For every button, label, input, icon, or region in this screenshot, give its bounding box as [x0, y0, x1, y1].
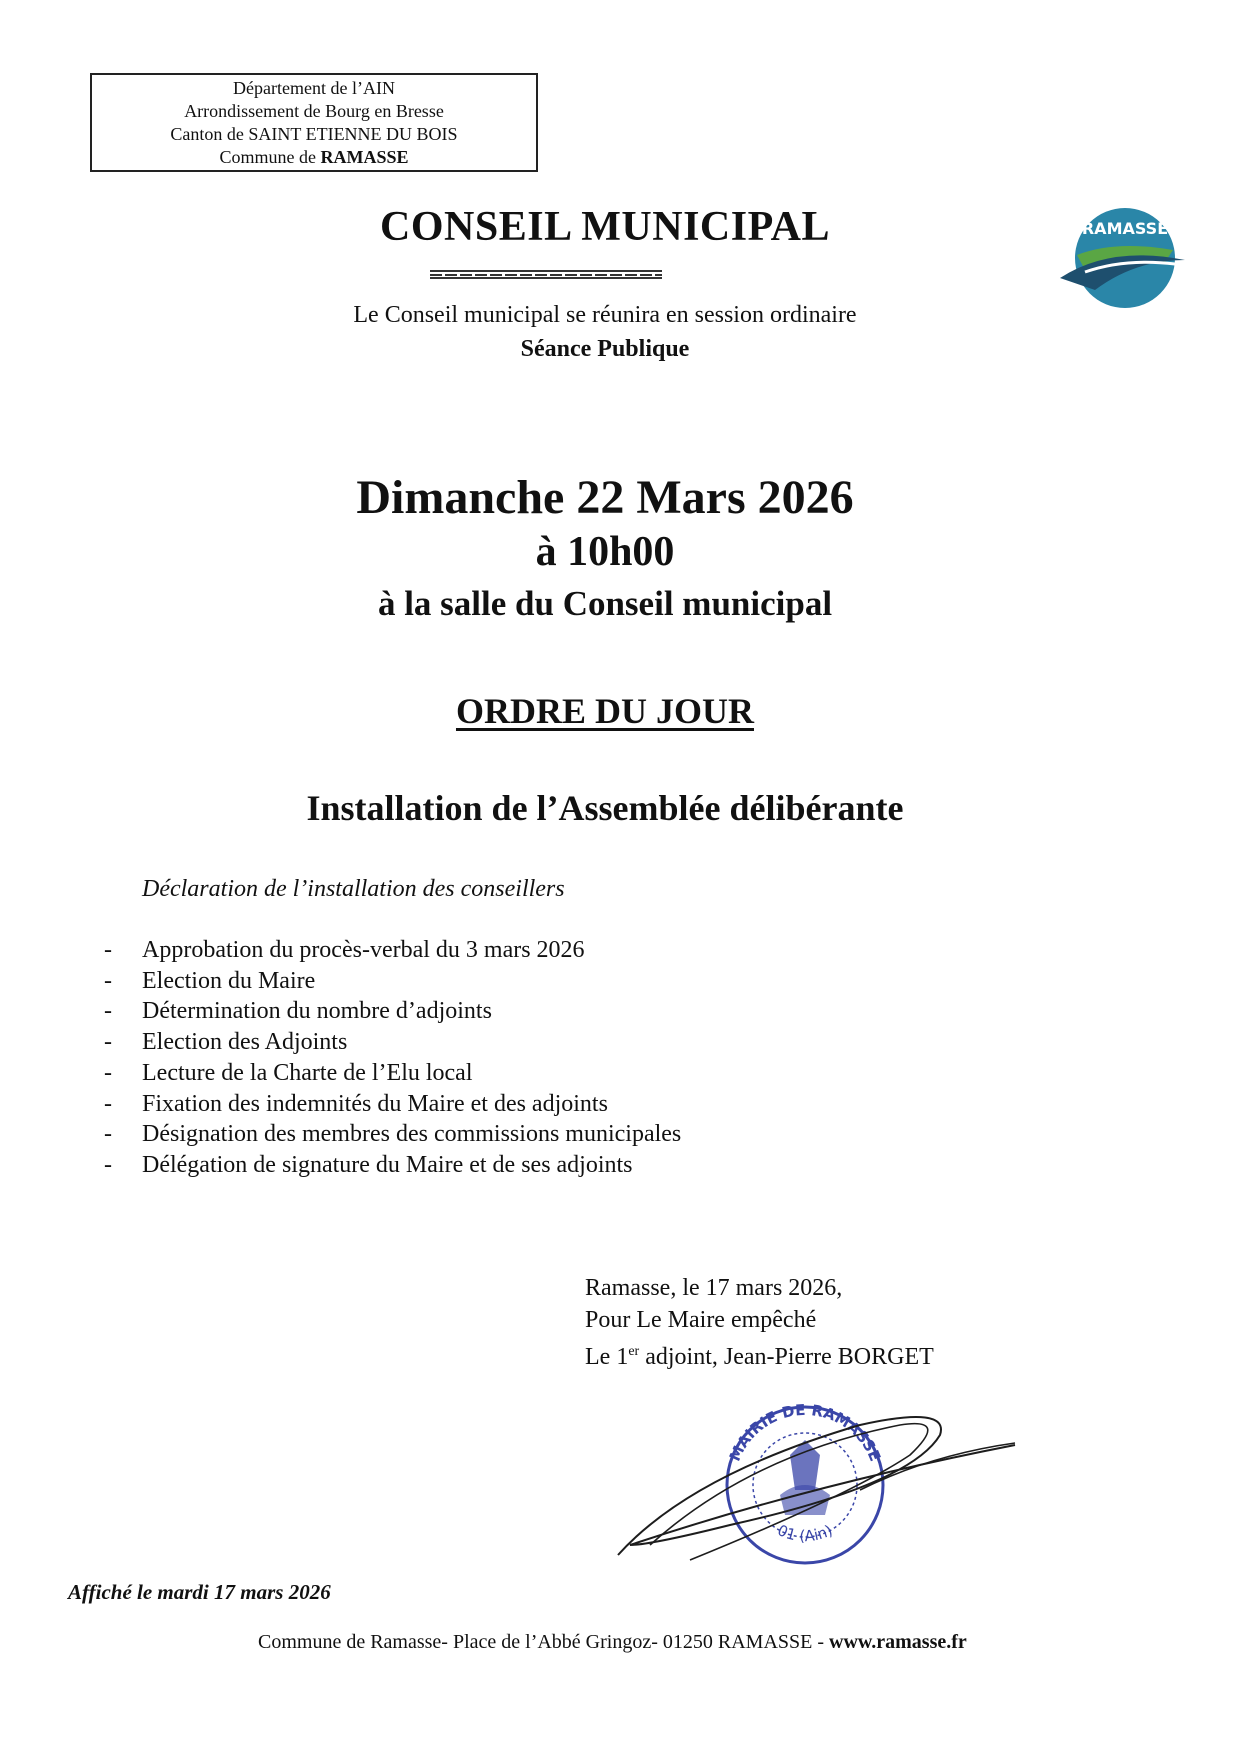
page-title: CONSEIL MUNICIPAL [380, 204, 830, 250]
agenda-item-text: Lecture de la Charte de l’Elu local [142, 1059, 473, 1086]
agenda-item-text: Election du Maire [142, 967, 316, 994]
agenda-item-text: Détermination du nombre d’adjoints [142, 998, 492, 1025]
meeting-time: à 10h00 [535, 529, 675, 575]
stamp-top-text: MAIRIE DE RAMASSE [725, 1400, 885, 1464]
list-item: - Approbation du procès-verbal du 3 mars 2026 [104, 937, 585, 963]
footer-address: Commune de Ramasse- Place de l’Abbé Gringoz- 01250 RAMASSE - [258, 1631, 830, 1653]
list-item: - Lecture de la Charte de l’Elu local [104, 1059, 473, 1086]
installation-heading: Installation de l’Assemblée délibérante [306, 788, 904, 828]
signature-for: Pour Le Maire empêché [585, 1307, 817, 1333]
list-item: - Election du Maire [104, 967, 316, 994]
agenda-item-text: Fixation des indemnités du Maire et des adjoints [142, 1090, 608, 1117]
header-arrondissement: Arrondissement de Bourg en Bresse [184, 101, 444, 121]
signature-signer: Le 1er adjoint, Jean-Pierre BORGET [585, 1344, 934, 1370]
session-intro: Le Conseil municipal se réunira en session ordinaire [353, 302, 857, 328]
header-canton: Canton de SAINT ETIENNE DU BOIS [170, 124, 458, 144]
agenda-item-text: Désignation des membres des commissions municipales [142, 1121, 682, 1148]
list-item: - Détermination du nombre d’adjoints [104, 998, 492, 1025]
stamp-signature-icon [610, 1395, 1020, 1575]
agenda-list [100, 935, 681, 1181]
title-divider [430, 270, 662, 279]
agenda-heading: ORDRE DU JOUR [455, 691, 754, 731]
list-item: - Election des Adjoints [104, 1029, 348, 1056]
header-box [90, 73, 538, 172]
declaration-line: Déclaration de l’installation des conseillers [142, 876, 565, 902]
header-commune [92, 146, 536, 169]
footer-website-link[interactable]: www.ramasse.fr [829, 1631, 967, 1653]
svg-text:01 (Ain) [775, 1521, 836, 1545]
stamp-bottom-text: 01 (Ain) [774, 1521, 836, 1546]
agenda-item-text: Délégation de signature du Maire et de ses adjoints [142, 1151, 633, 1178]
list-item: - Fixation des indemnités du Maire et des adjoints [104, 1090, 608, 1117]
meeting-place: à la salle du Conseil municipal [377, 584, 833, 623]
footer [258, 1631, 967, 1654]
list-item: - Délégation de signature du Maire et de ses adjoints [104, 1151, 633, 1178]
header-commune-prefix: Commune de [219, 147, 321, 167]
logo-text: RAMASSE [1081, 219, 1169, 238]
header-department: Département de l’AIN [233, 78, 395, 98]
list-item: - Désignation des membres des commissions municipales [104, 1121, 682, 1148]
meeting-date: Dimanche 22 Mars 2026 [356, 471, 854, 524]
session-type: Séance Publique [520, 336, 690, 362]
signature-block [585, 1272, 934, 1373]
agenda-item-text: Election des Adjoints [142, 1029, 348, 1056]
signature-place-date: Ramasse, le 17 mars 2026, [585, 1275, 843, 1301]
header-commune-name: RAMASSE [320, 147, 409, 167]
posting-date: Affiché le mardi 17 mars 2026 [68, 1580, 331, 1604]
agenda-item-text: Approbation du procès-verbal du 3 mars 2026 [142, 937, 585, 963]
